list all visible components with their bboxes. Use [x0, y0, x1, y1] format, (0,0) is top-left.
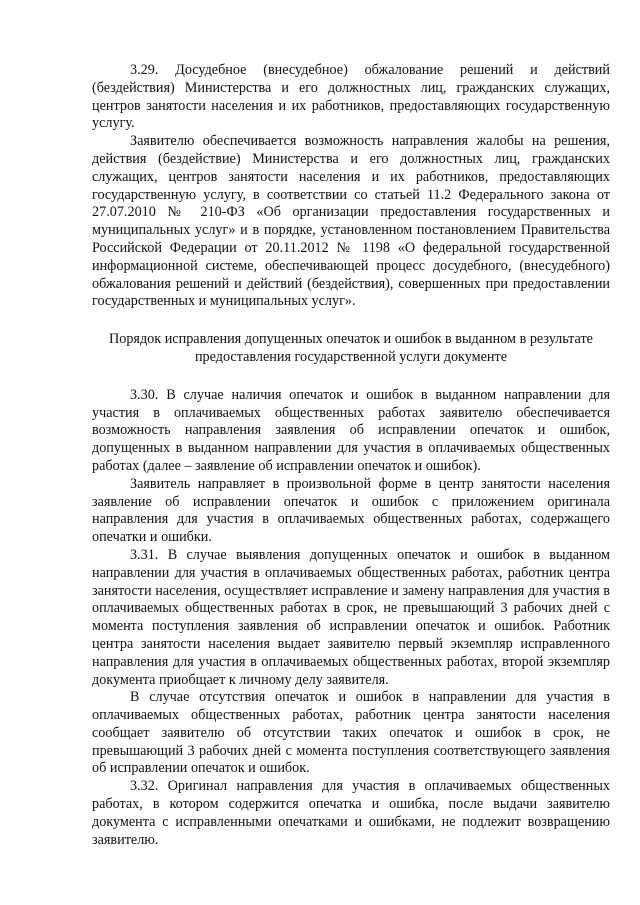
- paragraph-3-32: 3.32. Оригинал направления для участия в оплачиваемых общественных работах, в котором содержится опечатка и ошибка, после выдачи заявителю документа с исправленными опечатками и ошибками, не подлежит возвращению заявителю.: [92, 778, 610, 848]
- spacer: [92, 367, 610, 387]
- paragraph-3-30: 3.30. В случае наличия опечаток и ошибок в выданном направлении для участия в оплачиваемых общественных работах заявителю обеспечивается возможность направления заявления об исправлении опечаток и ошибок, допущенных в выданном направлении для участия в оплачиваемых общественных работах (далее – заявление об исправлении опечаток и ошибок).: [92, 386, 610, 474]
- paragraph-no-errors: В случае отсутствия опечаток и ошибок в направлении для участия в оплачиваемых общественных работах, работник центра занятости населения сообщает заявителю об отсутствии таких опечаток и ошибок в срок, не превышающий 3 рабочих дней с момента поступления соответствующего заявления об исправлении опечаток и ошибок.: [92, 689, 610, 777]
- paragraph-complaint-right: Заявителю обеспечивается возможность направления жалобы на решения, действия (бездействие) Министерства и его должностных лиц, гражданских служащих, центров занятости населения и их работников, предоставляющих государственную услугу, в соответствии со статьей 11.2 Федерального закона от 27.07.2010 № 210-ФЗ «Об организации предоставления государственных и муниципальных услуг» и в порядке, установленном постановлением Правительства Российской Федерации от 20.11.2012 № 1198 «О федеральной государственной информационной системе, обеспечивающей процесс досудебного, (внесудебного) обжалования решений и действий (бездействия), совершенных при предоставлении государственных и муниципальных услуг».: [92, 133, 610, 310]
- document-page: [92, 62, 610, 849]
- paragraph-3-31: 3.31. В случае выявления допущенных опечаток и ошибок в выданном направлении для участия в оплачиваемых общественных работах, работник центра занятости населения, осуществляет исправление и замену направления для участия в оплачиваемых общественных работах в срок, не превышающий 3 рабочих дней с момента поступления заявления об исправлении опечаток и ошибок. Работник центра занятости населения выдает заявителю первый экземпляр исправленного направления для участия в оплачиваемых общественных работах, второй экземпляр документа приобщает к личному делу заявителя.: [92, 546, 610, 688]
- section-heading: Порядок исправления допущенных опечаток и ошибок в выданном в результате предоставления государственной услуги документе: [109, 331, 593, 365]
- paragraph-applicant-request: Заявитель направляет в произвольной форме в центр занятости населения заявление об исправлении опечаток и ошибок с приложением оригинала направления для участия в оплачиваемых общественных работах, содержащего опечатки и ошибки.: [92, 475, 610, 546]
- spacer: [92, 311, 610, 331]
- paragraph-3-29: 3.29. Досудебное (внесудебное) обжалование решений и действий (бездействия) Министерства и его должностных лиц, гражданских служащих, центров занятости населения и их работников, предоставляющих государственную услугу.: [92, 62, 610, 132]
